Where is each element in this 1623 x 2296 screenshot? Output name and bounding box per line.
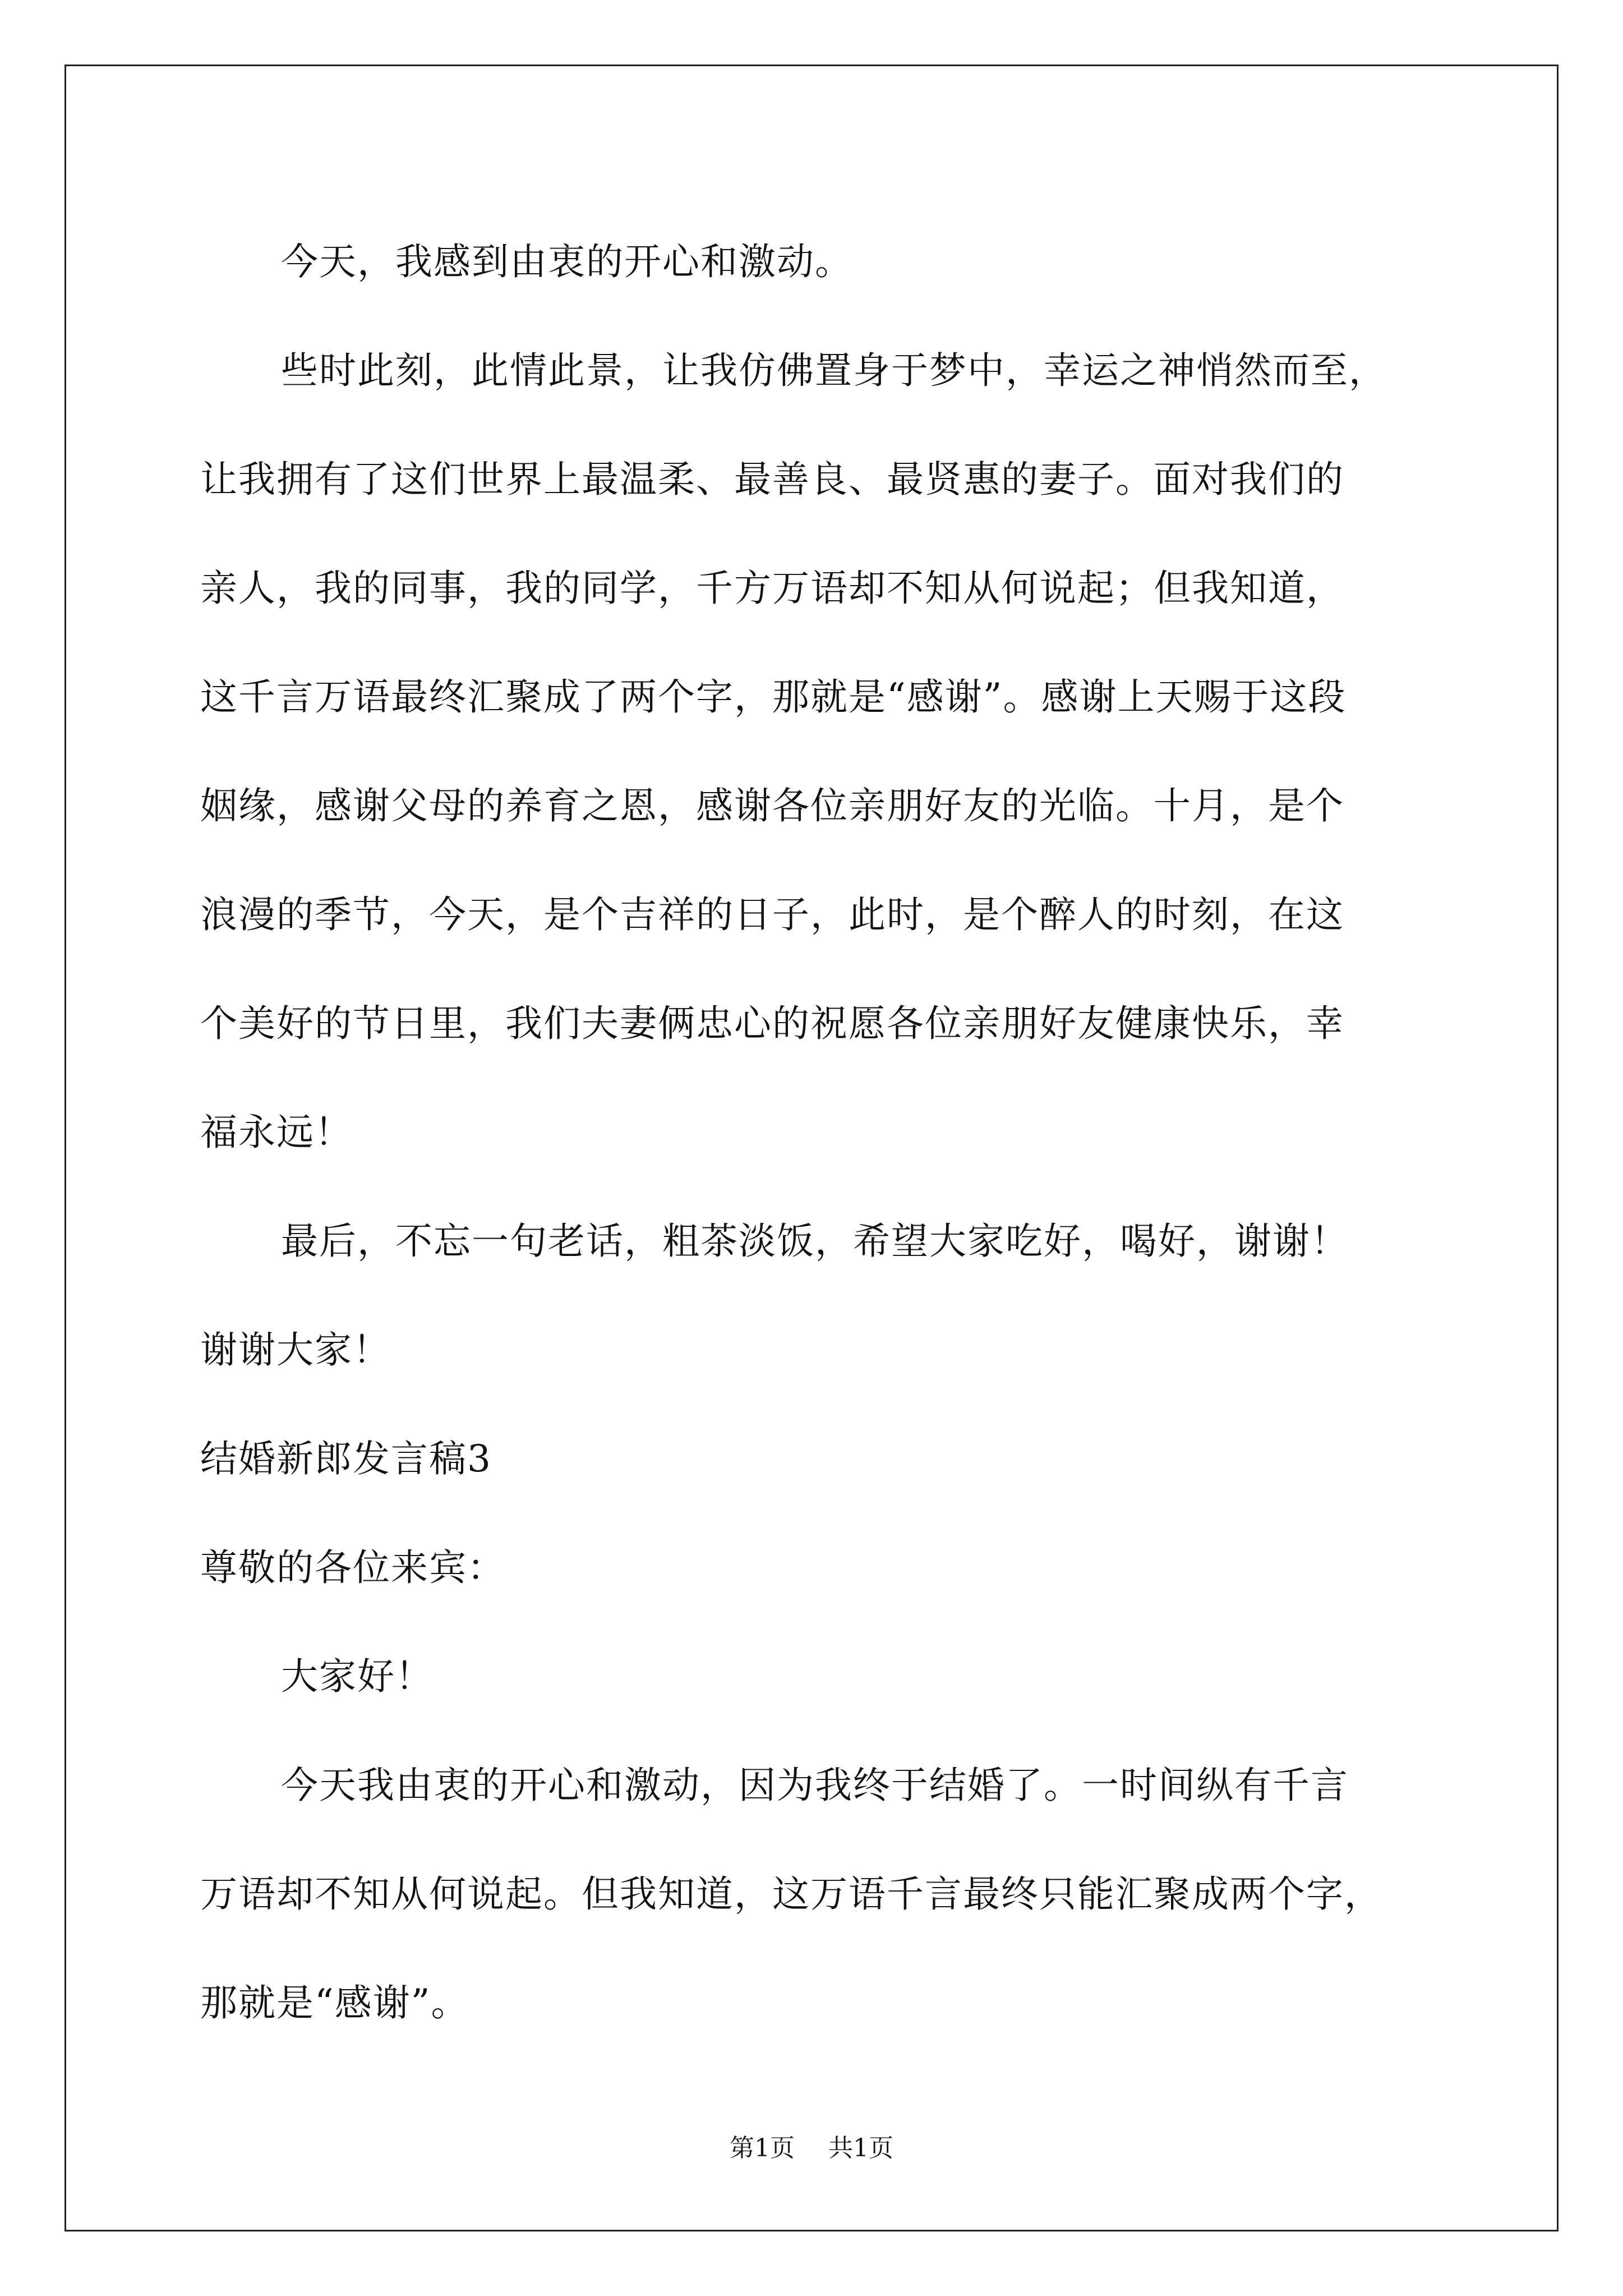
paragraph-line: 这千言万语最终汇聚成了两个字，那就是“感谢”。感谢上天赐于这段: [200, 675, 1347, 719]
page-footer: [0, 2132, 1623, 2165]
page-number: 第1页: [730, 2134, 795, 2162]
page-total: 共1页: [828, 2134, 893, 2162]
paragraph-line: 那就是“感谢”。: [200, 1981, 469, 2024]
paragraph-line: 万语却不知从何说起。但我知道，这万语千言最终只能汇聚成两个字，: [200, 1872, 1382, 1916]
paragraph-line: 今天，我感到由衷的开心和激动。: [281, 240, 853, 283]
paragraph-line: 些时此刻，此情此景，让我仿佛置身于梦中，幸运之神悄然而至，: [281, 349, 1387, 392]
document-body: [200, 208, 1462, 2058]
salutation: 尊敬的各位来宾：: [200, 1546, 505, 1589]
paragraph-line: 姻缘，感谢父母的养育之恩，感谢各位亲朋好友的光临。十月，是个: [200, 784, 1344, 827]
paragraph-line: 让我拥有了这们世界上最温柔、最善良、最贤惠的妻子。面对我们的: [200, 458, 1344, 501]
paragraph-line: 个美好的节日里，我们夫妻俩忠心的祝愿各位亲朋好友健康快乐，幸: [200, 1002, 1344, 1045]
paragraph-line: 最后，不忘一句老话，粗茶淡饭，希望大家吃好，喝好，谢谢！: [281, 1220, 1349, 1263]
greeting: 大家好！: [281, 1655, 434, 1698]
section-title: 结婚新郎发言稿3: [200, 1437, 492, 1480]
paragraph-line: 亲人，我的同事，我的同学，千方万语却不知从何说起；但我知道，: [200, 567, 1344, 610]
paragraph-line: 今天我由衷的开心和激动，因为我终于结婚了。一时间纵有千言: [281, 1764, 1349, 1807]
paragraph-line: 福永远！: [200, 1111, 353, 1154]
paragraph-line: 浪漫的季节，今天，是个吉祥的日子，此时，是个醉人的时刻，在这: [200, 893, 1344, 936]
paragraph-line: 谢谢大家！: [200, 1328, 391, 1372]
